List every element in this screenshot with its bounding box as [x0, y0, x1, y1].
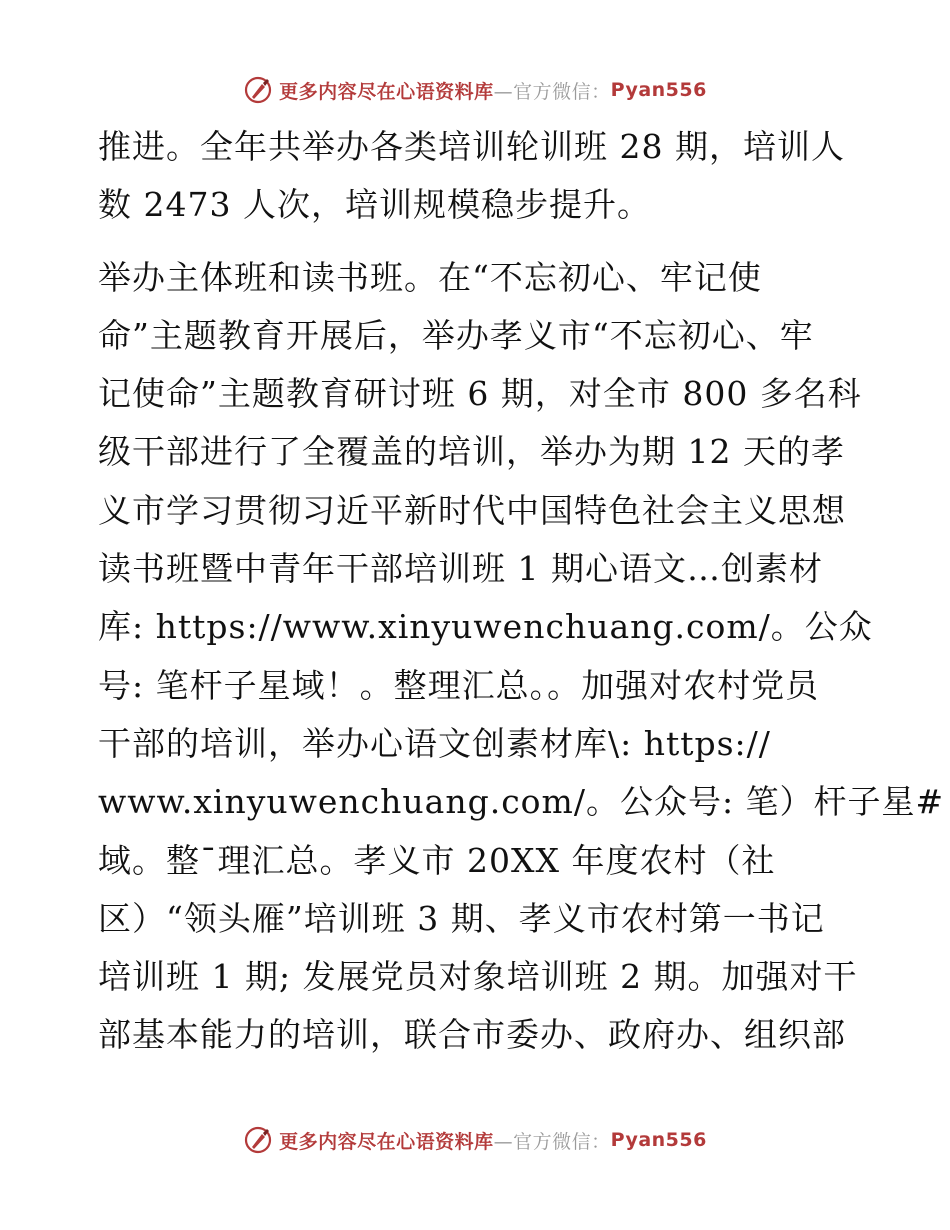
banner-wechat-id: Pyan556 [610, 79, 707, 101]
text-line: 库: https://www.xinyuwenchuang.com/。公众 [98, 607, 873, 647]
pen-nib-logo-icon [243, 1125, 273, 1155]
text-line: 干部的培训，举办心语文创素材库\: https:// [98, 723, 771, 763]
banner-site-name: 更多内容尽在心语资料库 [279, 1130, 494, 1153]
footer-banner [0, 1120, 950, 1160]
text-line: 义市学习贯彻习近平新时代中国特色社会主义思想 [98, 490, 846, 530]
text-line: 域。整¯理汇总。孝义市 20XX 年度农村（社 [98, 840, 776, 880]
text-line: 命”主题教育开展后，举办孝义市“不忘初心、牢 [98, 315, 814, 355]
pen-nib-logo-icon [243, 75, 273, 105]
text-line: 记使命”主题教育研讨班 6 期，对全市 800 多名科 [98, 374, 862, 414]
text-line: 举办主体班和读书班。在“不忘初心、牢记使 [98, 257, 762, 297]
banner-wechat-label: —官方微信： [493, 80, 611, 103]
text-line: 区）“领头雁”培训班 3 期、孝义市农村第一书记 [98, 898, 825, 938]
text-line: www.xinyuwenchuang.com/。公众号: 笔）杆子星# [98, 782, 945, 822]
paragraph [98, 249, 945, 1065]
text-line: 培训班 1 期; 发展党员对象培训班 2 期。加强对干 [98, 957, 858, 997]
banner-site-name: 更多内容尽在心语资料库 [279, 80, 494, 103]
text-line: 部基本能力的培训，联合市委办、政府办、组织部 [98, 1015, 846, 1055]
paragraph [98, 118, 858, 235]
document-body [98, 118, 945, 1065]
text-line: 推进。全年共举办各类培训轮训班 28 期，培训人 [98, 127, 845, 166]
text-line: 级干部进行了全覆盖的培训，举办为期 12 天的孝 [98, 432, 845, 472]
text-line: 读书班暨中青年干部培训班 1 期心语文…创素材 [98, 549, 823, 589]
banner-wechat-label: —官方微信： [493, 1130, 611, 1153]
header-banner [0, 70, 950, 110]
text-line: 数 2473 人次，培训规模稳步提升。 [98, 185, 651, 225]
text-line: 号: 笔杆子星域！。整理汇总。。加强对农村党员 [98, 665, 820, 705]
banner-wechat-id: Pyan556 [610, 1129, 707, 1151]
